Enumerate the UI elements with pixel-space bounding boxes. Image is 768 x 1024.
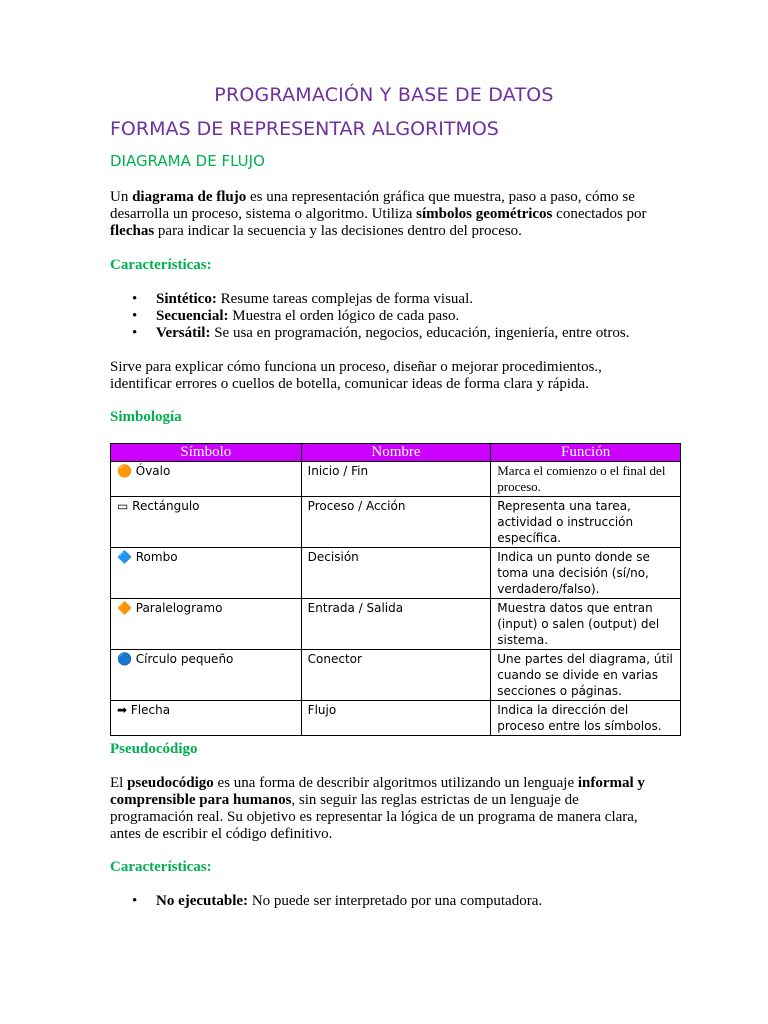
list-item — [110, 308, 629, 325]
caracteristicas-list — [110, 291, 629, 342]
item-text: No puede ser interpretado por una computadora. — [248, 893, 543, 909]
list-item — [110, 291, 629, 308]
document-title: PROGRAMACIÓN Y BASE DE DATOS — [214, 84, 554, 106]
simbologia-table — [110, 443, 681, 736]
item-label: Secuencial: — [156, 308, 229, 324]
text-run: conectados por — [552, 206, 647, 222]
table-row — [111, 548, 681, 599]
name-cell: Proceso / Acción — [301, 497, 491, 548]
function-cell: Indica la dirección del proceso entre los símbolos. — [491, 701, 681, 736]
bold-run: informal y comprensible para humanos — [110, 775, 645, 808]
bold-run: pseudocódigo — [127, 775, 214, 791]
name-cell: Inicio / Fin — [301, 462, 491, 497]
text-run: El — [110, 775, 128, 791]
pseudocodigo-paragraph — [110, 775, 658, 843]
item-text: Resume tareas complejas de forma visual. — [216, 291, 473, 307]
list-item — [110, 893, 542, 910]
column-header: Función — [491, 444, 681, 462]
text-run: para indicar la secuencia y las decisiones dentro del proceso. — [154, 223, 522, 239]
bold-run: flechas — [110, 223, 155, 239]
item-label: Sintético: — [156, 291, 217, 307]
bullet-icon: • — [132, 325, 138, 341]
text-run: , sin seguir las reglas estrictas de un lenguaje de programación real. Su objetivo es representar la lógica de un programa de manera clara, antes de escribir el código definitivo. — [110, 792, 638, 842]
symbol-cell: 🔷 Rombo — [111, 548, 302, 599]
symbol-cell: 🔶 Paralelogramo — [111, 599, 302, 650]
symbol-cell: ➡ Flecha — [111, 701, 302, 736]
list-item — [110, 325, 629, 342]
name-cell: Entrada / Salida — [301, 599, 491, 650]
function-cell: Muestra datos que entran (input) o salen (output) del sistema. — [491, 599, 681, 650]
bold-run: símbolos geométricos — [416, 206, 553, 222]
table-row — [111, 599, 681, 650]
pseudocodigo-heading: Pseudocódigo — [110, 741, 198, 757]
function-cell: Representa una tarea, actividad o instrucción específica. — [491, 497, 681, 548]
table-row — [111, 701, 681, 736]
function-cell: Une partes del diagrama, útil cuando se divide en varias secciones o páginas. — [491, 650, 681, 701]
name-cell: Flujo — [301, 701, 491, 736]
table-row — [111, 497, 681, 548]
text-run: es una representación gráfica que muestra, paso a paso, cómo se desarrolla un proceso, sistema o algoritmo. Utiliza — [110, 189, 635, 222]
bullet-icon: • — [132, 291, 138, 307]
name-cell: Decisión — [301, 548, 491, 599]
function-cell: Indica un punto donde se toma una decisión (sí/no, verdadero/falso). — [491, 548, 681, 599]
section-title-diagrama: DIAGRAMA DE FLUJO — [110, 152, 265, 170]
item-text: Se usa en programación, negocios, educación, ingeniería, entre otros. — [210, 325, 630, 341]
symbol-cell: 🔵 Círculo pequeño — [111, 650, 302, 701]
item-text: Muestra el orden lógico de cada paso. — [228, 308, 460, 324]
item-label: No ejecutable: — [156, 893, 249, 909]
text-run: Un — [110, 189, 133, 205]
simbologia-heading: Simbología — [110, 409, 182, 425]
caracteristicas-list-2 — [110, 893, 542, 910]
bold-run: diagrama de flujo — [132, 189, 247, 205]
sirve-paragraph: Sirve para explicar cómo funciona un proceso, diseñar o mejorar procedimientos., identificar errores o cuellos de botella, comunicar ideas de forma clara y rápida. — [110, 359, 602, 392]
name-cell: Conector — [301, 650, 491, 701]
bullet-icon: • — [132, 308, 138, 324]
function-cell: Marca el comienzo o el final del proceso. — [491, 462, 681, 497]
table-row — [111, 650, 681, 701]
symbol-cell: ▭ Rectángulo — [111, 497, 302, 548]
table-row — [111, 462, 681, 497]
column-header: Nombre — [301, 444, 491, 462]
intro-paragraph — [110, 189, 666, 240]
symbol-cell: 🟠 Óvalo — [111, 462, 302, 497]
text-run: es una forma de describir algoritmos utilizando un lenguaje — [213, 775, 578, 791]
bullet-icon: • — [132, 893, 138, 909]
item-label: Versátil: — [156, 325, 211, 341]
table-header-row — [111, 444, 681, 462]
caracteristicas-heading-2: Características: — [110, 859, 212, 875]
column-header: Símbolo — [111, 444, 302, 462]
caracteristicas-heading: Características: — [110, 257, 212, 273]
document-subtitle: FORMAS DE REPRESENTAR ALGORITMOS — [110, 118, 499, 140]
